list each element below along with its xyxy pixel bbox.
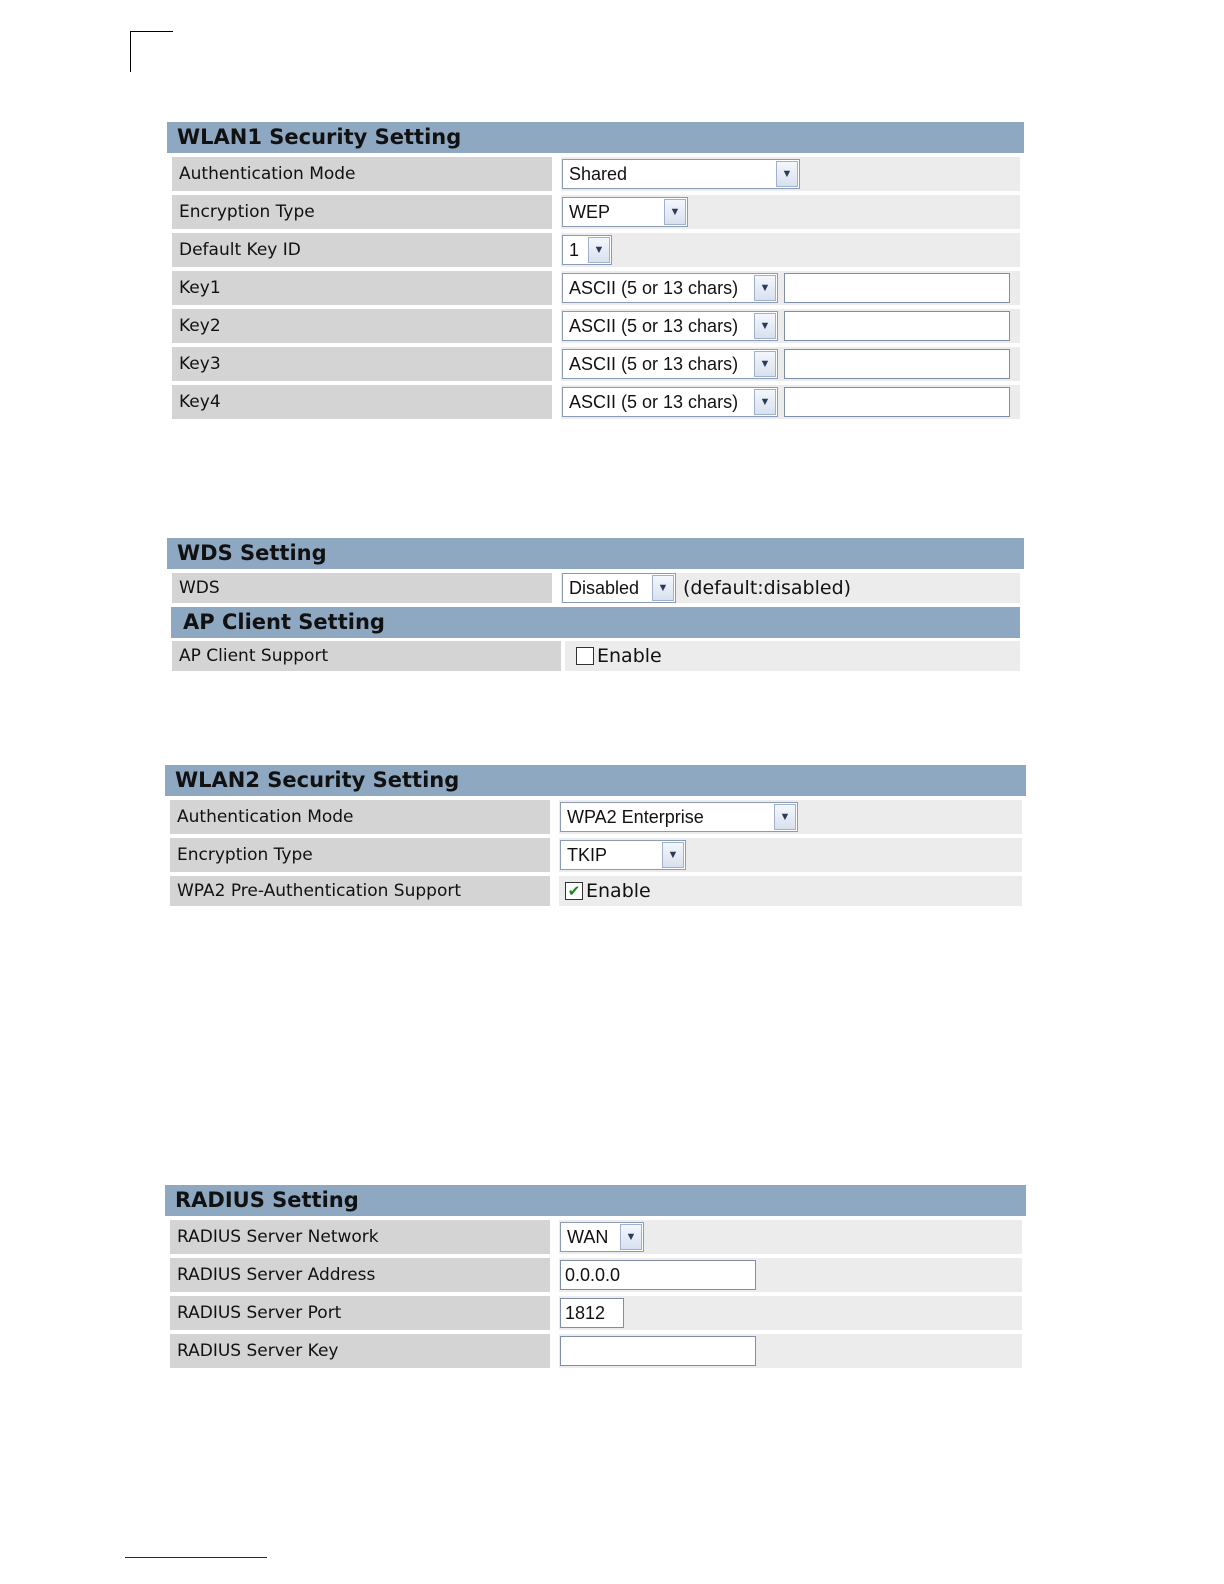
wlan1-default-key-select[interactable] [562,235,612,265]
wlan2-preauth-label: WPA2 Pre-Authentication Support [170,876,550,906]
wlan2-auth-mode-row [165,800,1026,834]
radius-address-label: RADIUS Server Address [170,1258,550,1292]
chevron-down-icon[interactable]: ▼ [652,575,674,601]
chevron-down-icon[interactable]: ▼ [754,351,776,377]
radius-panel-title: RADIUS Setting [165,1185,1026,1216]
radius-network-value: WAN [567,1226,609,1247]
wds-select[interactable] [562,573,676,603]
wlan1-encryption-value: WEP [569,201,611,222]
radius-key-label: RADIUS Server Key [170,1334,550,1368]
chevron-down-icon[interactable]: ▼ [588,237,610,263]
wlan2-panel-title: WLAN2 Security Setting [165,765,1026,796]
radius-address-input[interactable]: 0.0.0.0 [560,1260,756,1290]
wlan2-preauth-row [165,876,1026,906]
chevron-down-icon[interactable]: ▼ [664,199,686,225]
radius-network-row [165,1220,1026,1254]
wlan1-key1-label: Key1 [172,271,552,305]
wds-row [167,573,1024,603]
radius-port-row [165,1296,1026,1330]
wlan1-auth-mode-label: Authentication Mode [172,157,552,191]
chevron-down-icon[interactable]: ▼ [754,389,776,415]
radius-network-select[interactable] [560,1222,644,1252]
wlan1-key4-row [167,385,1024,419]
wlan1-key3-label: Key3 [172,347,552,381]
wlan1-default-key-row [167,233,1024,267]
wlan2-preauth-enable-label: Enable [586,880,651,902]
wlan1-key2-input[interactable] [784,311,1010,341]
wlan1-key3-format-value: ASCII (5 or 13 chars) [569,353,739,374]
wlan1-key3-row [167,347,1024,381]
wlan1-auth-mode-row [167,157,1024,191]
wlan1-key4-input[interactable] [784,387,1010,417]
wlan1-key4-format-select[interactable] [562,387,778,417]
wlan1-key2-format-value: ASCII (5 or 13 chars) [569,315,739,336]
chevron-down-icon[interactable]: ▼ [774,804,796,830]
wlan1-key4-format-value: ASCII (5 or 13 chars) [569,391,739,412]
chevron-down-icon[interactable]: ▼ [620,1224,642,1250]
wlan1-key3-format-select[interactable] [562,349,778,379]
wlan2-security-panel [165,765,1026,906]
radius-panel [165,1185,1026,1368]
wlan1-security-panel [167,122,1024,419]
crop-mark-vertical [130,31,131,72]
chevron-down-icon[interactable]: ▼ [754,313,776,339]
wlan1-key1-input[interactable] [784,273,1010,303]
wlan1-auth-mode-select[interactable] [562,159,800,189]
wlan1-key4-label: Key4 [172,385,552,419]
wlan2-encryption-value: TKIP [567,844,608,865]
wlan2-auth-mode-select[interactable] [560,802,798,832]
wlan1-encryption-label: Encryption Type [172,195,552,229]
crop-mark-horizontal [130,31,173,32]
wlan1-panel-title: WLAN1 Security Setting [167,122,1024,153]
wds-value: Disabled [569,577,640,598]
wlan1-encryption-row [167,195,1024,229]
wds-panel-title: WDS Setting [167,538,1024,569]
radius-network-label: RADIUS Server Network [170,1220,550,1254]
wlan1-key1-format-value: ASCII (5 or 13 chars) [569,277,739,298]
radius-address-row [165,1258,1026,1292]
radius-port-input[interactable]: 1812 [560,1298,624,1328]
wlan2-encryption-label: Encryption Type [170,838,550,872]
wlan2-preauth-checkbox[interactable]: ✔ [565,882,583,900]
radius-key-input[interactable] [560,1336,756,1366]
wds-default-hint: (default:disabled) [683,577,852,599]
wds-label: WDS [172,573,552,603]
wlan1-auth-mode-value: Shared [569,163,628,184]
wlan2-encryption-row [165,838,1026,872]
wlan1-default-key-value: 1 [569,239,580,260]
ap-client-checkbox[interactable] [576,647,594,665]
wlan1-key1-format-select[interactable] [562,273,778,303]
ap-client-panel-title: AP Client Setting [171,607,1020,638]
chevron-down-icon[interactable]: ▼ [662,842,684,868]
wlan1-key2-label: Key2 [172,309,552,343]
wlan2-encryption-select[interactable] [560,840,686,870]
radius-port-label: RADIUS Server Port [170,1296,550,1330]
ap-client-enable-label: Enable [597,645,662,667]
footer-rule [125,1557,267,1558]
radius-key-row [165,1334,1026,1368]
wlan1-key2-format-select[interactable] [562,311,778,341]
wlan1-key3-input[interactable] [784,349,1010,379]
ap-client-label: AP Client Support [172,641,561,671]
wds-panel [167,538,1024,671]
wlan1-default-key-label: Default Key ID [172,233,552,267]
chevron-down-icon[interactable]: ▼ [754,275,776,301]
wlan1-key2-row [167,309,1024,343]
wlan2-auth-mode-label: Authentication Mode [170,800,550,834]
chevron-down-icon[interactable]: ▼ [776,161,798,187]
ap-client-row [167,641,1024,671]
wlan2-auth-mode-value: WPA2 Enterprise [567,806,704,827]
wlan1-encryption-select[interactable] [562,197,688,227]
wlan1-key1-row [167,271,1024,305]
